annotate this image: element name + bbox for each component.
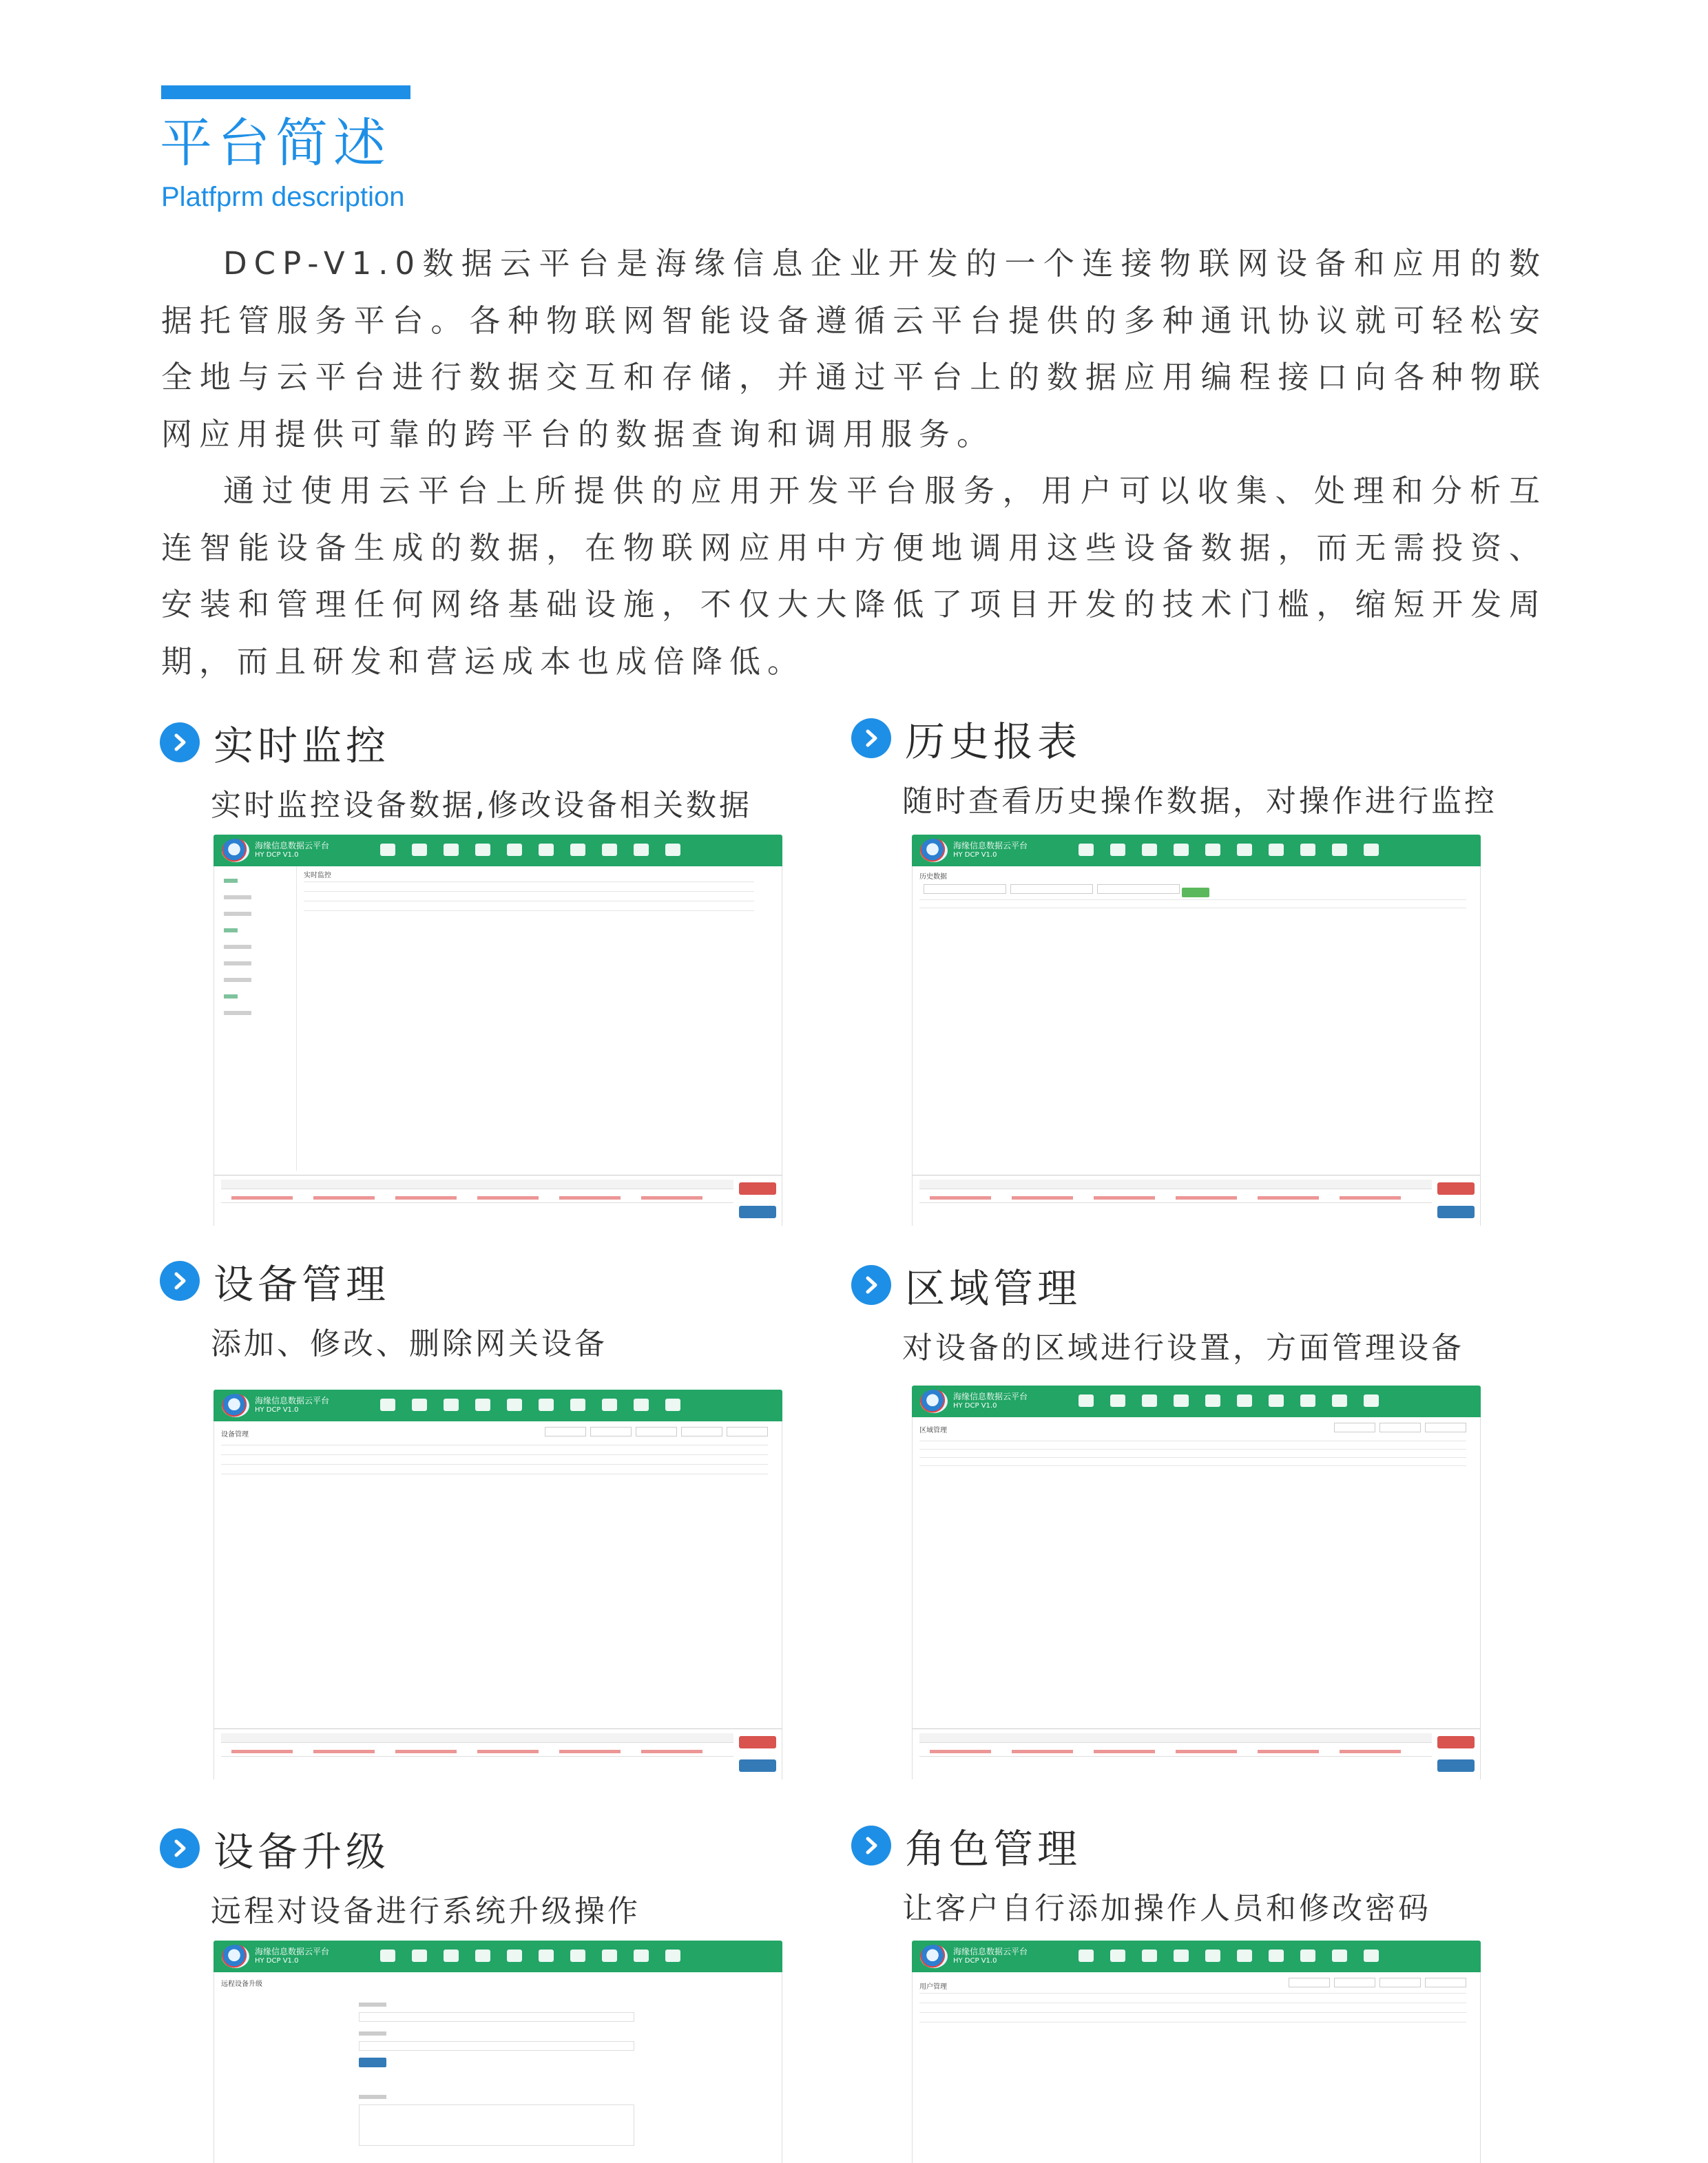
screenshot-realtime-monitor <box>214 835 782 1226</box>
app-name: 海缘信息数据云平台 <box>953 1392 1028 1401</box>
screenshot-device-management <box>214 1390 782 1779</box>
app-header <box>912 1386 1481 1417</box>
section-title: 设备升级 <box>214 1828 390 1875</box>
app-header <box>912 1941 1481 1972</box>
app-version: HY DCP V1.0 <box>953 1957 997 1965</box>
app-version: HY DCP V1.0 <box>953 851 997 859</box>
screen-label: 历史数据 <box>919 873 947 881</box>
section-desc: 随时查看历史操作数据，对操作进行监控 <box>902 784 1497 819</box>
section-device-upgrade <box>160 1819 821 1932</box>
page-subtitle: Platfprm description <box>161 182 405 212</box>
intro-paragraph-1: DCP-V1.0数据云平台是海缘信息企业开发的一个连接物联网设备和应用的数据托管服务平台。各种物联网智能设备遵循云平台提供的多种通讯协议就可轻松安全地与云平台进行数据交互和存储，并通过平台上的数据应用编程接口向各种物联网应用提供可靠的跨平台的数据查询和调用服务。 <box>161 245 1547 452</box>
app-name: 海缘信息数据云平台 <box>255 1947 330 1956</box>
globe-logo-icon <box>222 1945 249 1968</box>
section-history-report <box>851 709 1512 822</box>
screen-label: 设备管理 <box>221 1431 249 1439</box>
chevron-right-icon <box>851 1826 891 1866</box>
chevron-right-icon <box>160 1261 200 1301</box>
section-title: 角色管理 <box>905 1826 1082 1872</box>
app-version: HY DCP V1.0 <box>255 1957 299 1965</box>
section-title: 设备管理 <box>214 1261 390 1308</box>
section-area-management <box>851 1256 1512 1369</box>
app-name: 海缘信息数据云平台 <box>255 1396 330 1406</box>
section-device-management <box>160 1252 821 1365</box>
title-accent-bar <box>161 85 410 99</box>
app-header <box>214 1941 782 1972</box>
globe-logo-icon <box>222 1394 249 1417</box>
globe-logo-icon <box>222 839 249 862</box>
screenshot-role-management <box>912 1941 1481 2163</box>
section-desc: 实时监控设备数据,修改设备相关数据 <box>211 788 752 823</box>
screen-label: 实时监控 <box>304 872 331 879</box>
section-title: 历史报表 <box>905 718 1082 765</box>
screenshot-area-management <box>912 1386 1481 1779</box>
chevron-right-icon <box>160 1828 200 1868</box>
app-name: 海缘信息数据云平台 <box>953 841 1028 850</box>
globe-logo-icon <box>920 1390 948 1413</box>
app-version: HY DCP V1.0 <box>953 1402 997 1410</box>
app-version: HY DCP V1.0 <box>255 1406 299 1414</box>
chevron-right-icon <box>160 722 200 762</box>
screen-label: 区域管理 <box>919 1427 947 1434</box>
intro-text <box>161 236 1547 690</box>
screen-label: 远程设备升级 <box>221 1981 262 1988</box>
page-title: 平台简述 <box>160 112 391 174</box>
app-header <box>214 835 782 866</box>
section-realtime-monitor <box>160 713 821 826</box>
globe-logo-icon <box>920 839 948 862</box>
section-desc: 让客户自行添加操作人员和修改密码 <box>902 1891 1431 1926</box>
app-version: HY DCP V1.0 <box>255 851 299 859</box>
screen-label: 用户管理 <box>919 1983 947 1991</box>
section-title: 区域管理 <box>905 1265 1082 1312</box>
section-title: 实时监控 <box>214 722 390 769</box>
globe-logo-icon <box>920 1945 948 1968</box>
section-role-management <box>851 1817 1512 1930</box>
app-header <box>214 1390 782 1421</box>
screenshot-device-upgrade <box>214 1941 782 2163</box>
intro-paragraph-2: 通过使用云平台上所提供的应用开发平台服务，用户可以收集、处理和分析互连智能设备生成的数据，在物联网应用中方便地调用这些设备数据，而无需投资、安装和管理任何网络基础设施，不仅大大降低了项目开发的技术门槛，缩短开发周期，而且研发和营运成本也成倍降低。 <box>161 472 1547 680</box>
section-desc: 对设备的区域进行设置，方面管理设备 <box>902 1330 1464 1366</box>
app-name: 海缘信息数据云平台 <box>953 1947 1028 1956</box>
section-desc: 添加、修改、删除网关设备 <box>211 1326 607 1361</box>
app-name: 海缘信息数据云平台 <box>255 841 330 850</box>
chevron-right-icon <box>851 718 891 758</box>
section-desc: 远程对设备进行系统升级操作 <box>211 1894 640 1929</box>
app-header <box>912 835 1481 866</box>
screenshot-history-report <box>912 835 1481 1226</box>
chevron-right-icon <box>851 1265 891 1305</box>
